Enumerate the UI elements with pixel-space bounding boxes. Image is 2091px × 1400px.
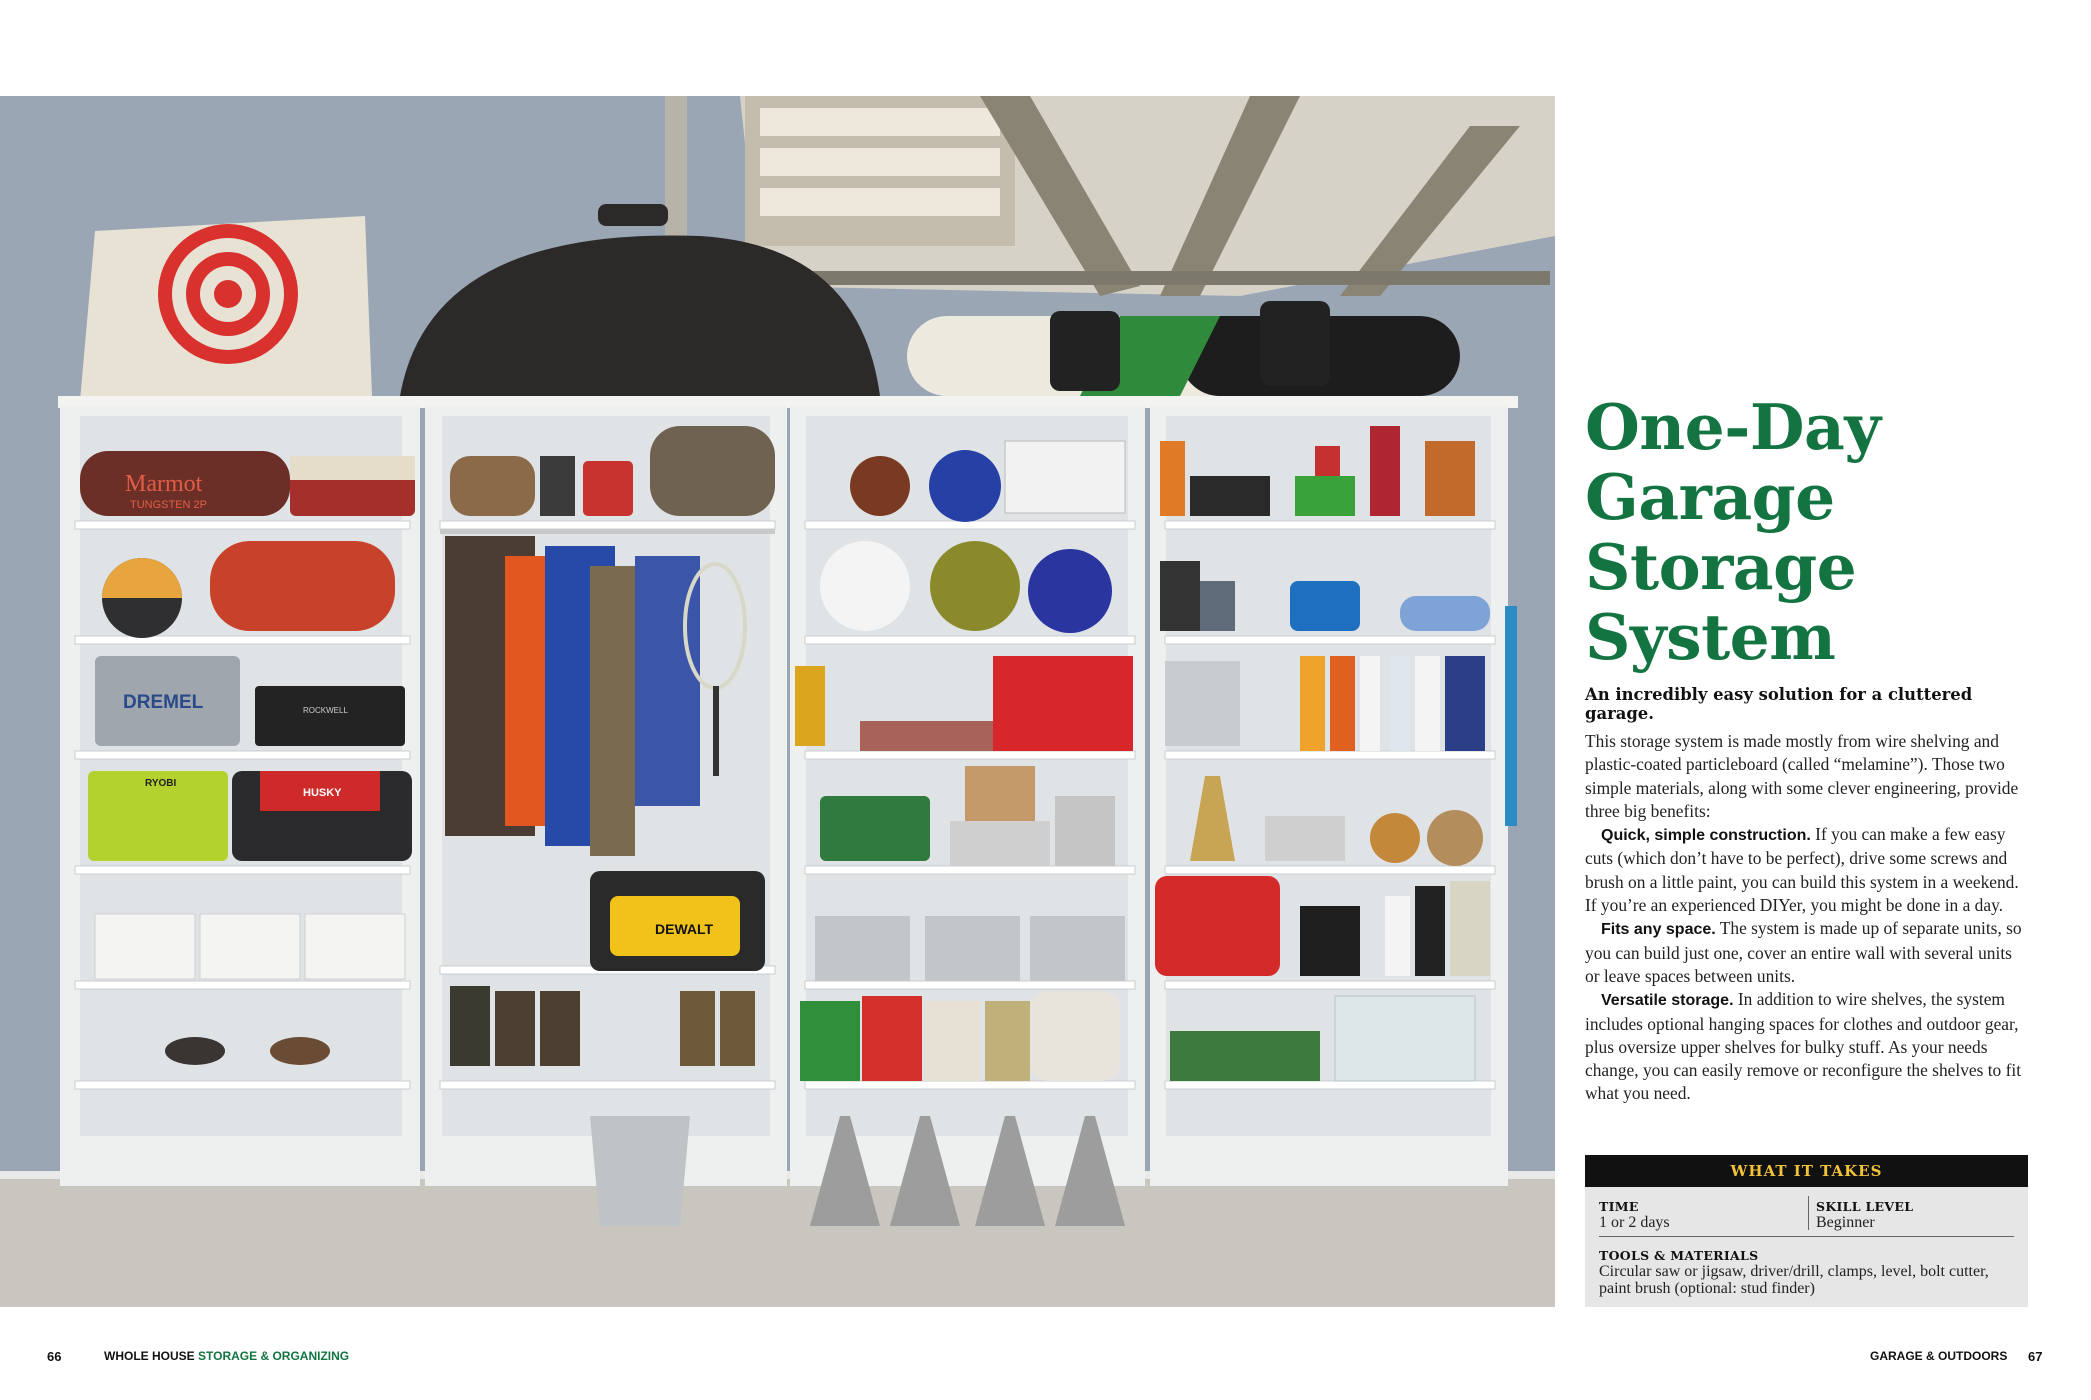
skill-level-label: SKILL LEVEL [1816, 1199, 1914, 1214]
intro-paragraph: This storage system is made mostly from wire shelving and plastic-coated particleboard (called “melamine”). Those two simple materials, along with some clever engineering, provide three big benefits: [1585, 731, 2019, 821]
title-line: Garage [1585, 460, 1835, 534]
benefit-paragraph [1585, 823, 2025, 917]
time-label: TIME [1599, 1199, 1639, 1214]
svg-text:TUNGSTEN 2P: TUNGSTEN 2P [130, 499, 208, 511]
time-value: 1 or 2 days [1599, 1214, 1670, 1231]
right-page-number: 67 [2028, 1349, 2043, 1364]
title-line: System [1585, 600, 1836, 674]
footer-section-a: WHOLE HOUSE [104, 1349, 195, 1363]
svg-text:DEWALT: DEWALT [655, 921, 714, 937]
benefit-lead: Fits any space. [1601, 921, 1716, 939]
article-subtitle: An incredibly easy solution for a cluttered garage. [1585, 685, 1973, 723]
svg-text:Marmot: Marmot [125, 471, 203, 497]
svg-text:RYOBI: RYOBI [145, 778, 177, 789]
garage-shelving-illustration [0, 96, 1555, 1307]
garage-storage-photo [0, 96, 1555, 1307]
right-footer-section: GARAGE & OUTDOORS [1870, 1349, 2008, 1363]
footer-section-b: STORAGE & ORGANIZING [198, 1349, 350, 1363]
box-divider [1599, 1236, 2014, 1237]
benefit-paragraph [1585, 988, 2025, 1105]
title-line: Storage [1585, 530, 1857, 604]
benefit-text: In addition to wire shelves, the system includes optional hanging spaces for clothes and outdoor gear, plus oversize upper shelves for bulky stuff. As your needs change, you can easily remove or reconfigure the shelves to fit what you need. [1585, 989, 2022, 1104]
what-it-takes-box [1585, 1155, 2028, 1307]
what-it-takes-heading: WHAT IT TAKES [1585, 1155, 2028, 1187]
tools-materials-value: Circular saw or jigsaw, driver/drill, clamps, level, bolt cutter, paint brush (optional: stud finder) [1599, 1263, 1989, 1297]
tools-materials-label: TOOLS & MATERIALS [1599, 1248, 1759, 1263]
benefit-text: The system is made up of separate units, so you can build just one, cover an entire wall with several units or leave spaces between units. [1585, 918, 2022, 986]
svg-text:DREMEL: DREMEL [123, 692, 204, 713]
benefit-text: If you can make a few easy cuts (which don’t have to be perfect), drive some screws and brush on a little paint, you can build this system in a weekend. If you’re an experienced DIYer, you might be done in a day. [1585, 824, 2019, 916]
benefit-lead: Versatile storage. [1601, 992, 1734, 1010]
skill-level-value: Beginner [1816, 1214, 1875, 1231]
article-body [1585, 730, 2025, 1106]
benefit-paragraph [1585, 917, 2025, 988]
left-footer-section [104, 1349, 349, 1363]
title-line: One-Day [1585, 390, 1881, 464]
article-title [1585, 392, 2005, 672]
benefit-lead: Quick, simple construction. [1601, 827, 1811, 845]
box-divider [1808, 1196, 1809, 1230]
svg-text:HUSKY: HUSKY [303, 787, 342, 799]
svg-text:ROCKWELL: ROCKWELL [303, 706, 348, 715]
left-page-number: 66 [47, 1349, 62, 1364]
